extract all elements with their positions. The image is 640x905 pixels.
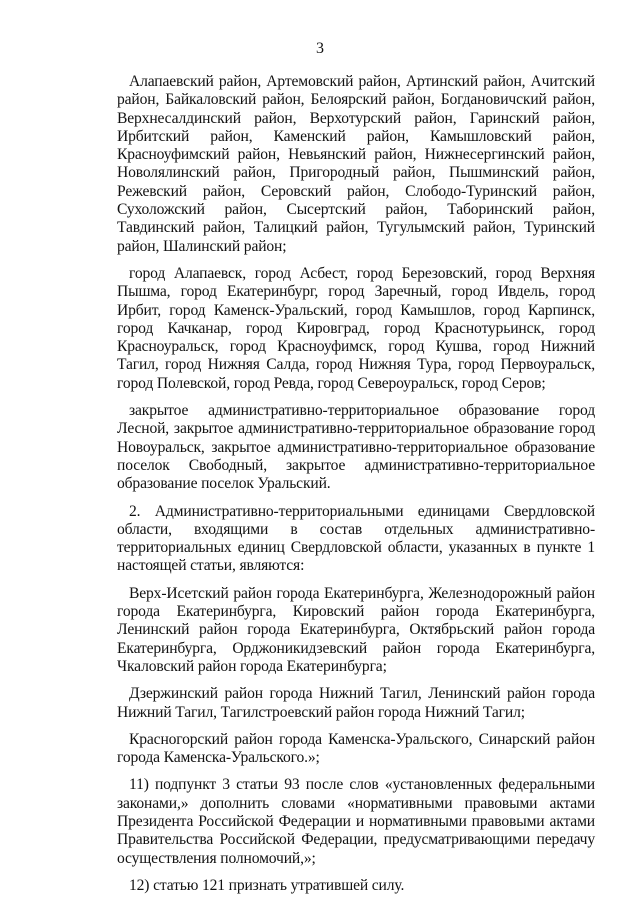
page-number: 3 <box>316 40 324 57</box>
paragraph-ekaterinburg-districts: Верх-Исетский район города Екатеринбурга, Железнодорожный район города Екатеринбурга, Кировский район города Екатеринбурга, Ленинский район города Екатеринбурга, Октябрьский район города Екатеринбурга, Орджоникидзевский район города Екатеринбурга, Чкаловский район города Екатеринбурга; <box>117 584 595 675</box>
paragraph-closed-territories: закрытое административно-территориальное образование город Лесной, закрытое административно-территориальное образование город Новоуральск, закрытое административно-территориальное образование поселок Свободный, закрытое административно-территориальное образование поселок Уральский. <box>117 402 595 493</box>
document-body <box>117 73 595 904</box>
paragraph-item-2: 2. Административно-территориальными единицами Свердловской области, входящими в состав отдельных административно-территориальных единиц Свердловской области, указанных в пункте 1 настоящей статьи, являются: <box>117 502 595 575</box>
paragraph-nizhny-tagil-districts: Дзержинский район города Нижний Тагил, Ленинский район города Нижний Тагил, Тагилстроевский район города Нижний Тагил; <box>117 685 595 721</box>
paragraph-cities: город Алапаевск, город Асбест, город Березовский, город Верхняя Пышма, город Екатеринбург, город Заречный, город Ивдель, город Ирбит, город Каменск-Уральский, город Камышлов, город Карпинск, город Качканар, город Кировград, город Краснотурьинск, город Красноуральск, город Красноуфимск, город Кушва, город Нижний Тагил, город Нижняя Салда, город Нижняя Тура, город Первоуральск, город Полевской, город Ревда, город Североуральск, город Серов; <box>117 264 595 392</box>
paragraph-item-12: 12) статью 121 признать утратившей силу. <box>129 876 405 894</box>
paragraph-municipal-districts: Алапаевский район, Артемовский район, Артинский район, Ачитский район, Байкаловский район, Белоярский район, Богдановичский район, Верхнесалдинский район, Верхотурский район, Гаринский район, Ирбитский район, Каменский район, Камышловский район, Красноуфимский район, Невьянский район, Нижнесергинский район, Новолялинский район, Пригородный район, Пышминский район, Режевский район, Серовский район, Слободо-Туринский район, Сухоложский район, Сысертский район, Таборинский район, Тавдинский район, Талицкий район, Тугулымский район, Туринский район, Шалинский район; <box>117 73 595 255</box>
paragraph-item-11: 11) подпункт 3 статьи 93 после слов «установленных федеральными законами,» дополнить словами «нормативными правовыми актами Президента Российской Федерации и нормативными правовыми актами Правительства Российской Федерации, предусматривающими передачу осуществления полномочий,»; <box>117 776 595 867</box>
paragraph-kamensk-districts: Красногорский район города Каменска-Уральского, Синарский район города Каменска-Уральского.»; <box>117 730 595 767</box>
